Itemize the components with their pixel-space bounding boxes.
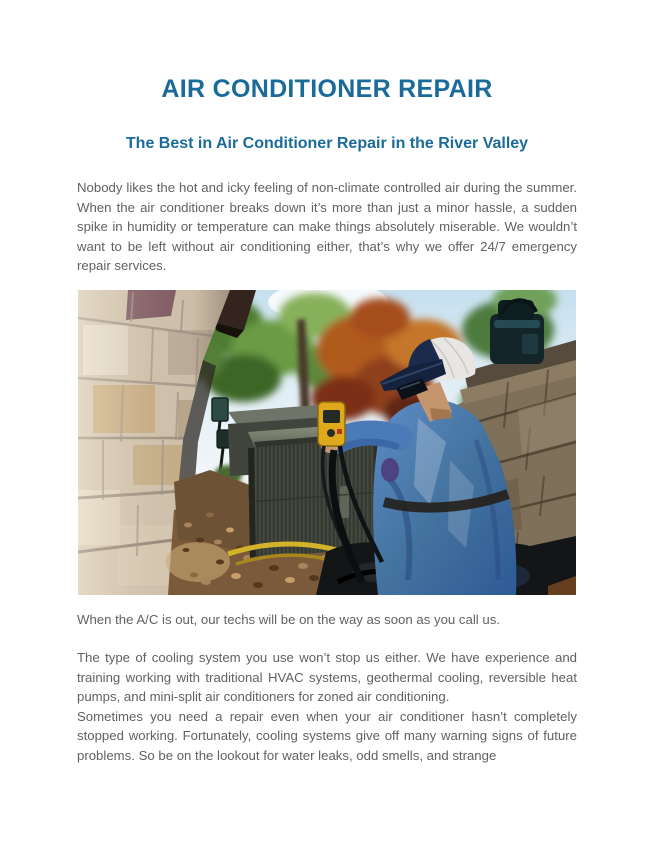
- article-photo: [78, 290, 576, 595]
- technician-photo-illustration: [78, 290, 576, 595]
- glove: [381, 458, 399, 482]
- body-paragraph-2: The type of cooling system you use won’t stop us either. We have experience and training working with traditional HVAC systems, geothermal cooling, reversible heat pumps, and mini-split air conditioners for zoned air conditioning.: [77, 650, 577, 704]
- multimeter: [318, 402, 345, 446]
- tool-bag: [490, 300, 544, 364]
- body-paragraph-3: Sometimes you need a repair even when your air conditioner hasn’t completely stopped working. Fortunately, cooling systems give off many warning signs of future problems. So be on the lookout for water leaks, odd smells, and strange: [77, 708, 577, 763]
- intro-paragraph: Nobody likes the hot and icky feeling of non-climate controlled air during the summer. When the air conditioner breaks down it’s more than just a minor hassle, a sudden spike in humidity or temperature can make things absolutely miserable. We wouldn’t want to be left without air conditioning either, that’s why we offer 24/7 emergency repair services.: [77, 180, 577, 273]
- caption-paragraph: When the A/C is out, our techs will be on the way as soon as you call us.: [77, 611, 500, 627]
- page-title: AIR CONDITIONER REPAIR: [161, 75, 493, 103]
- page-subtitle: The Best in Air Conditioner Repair in the River Valley: [125, 135, 529, 152]
